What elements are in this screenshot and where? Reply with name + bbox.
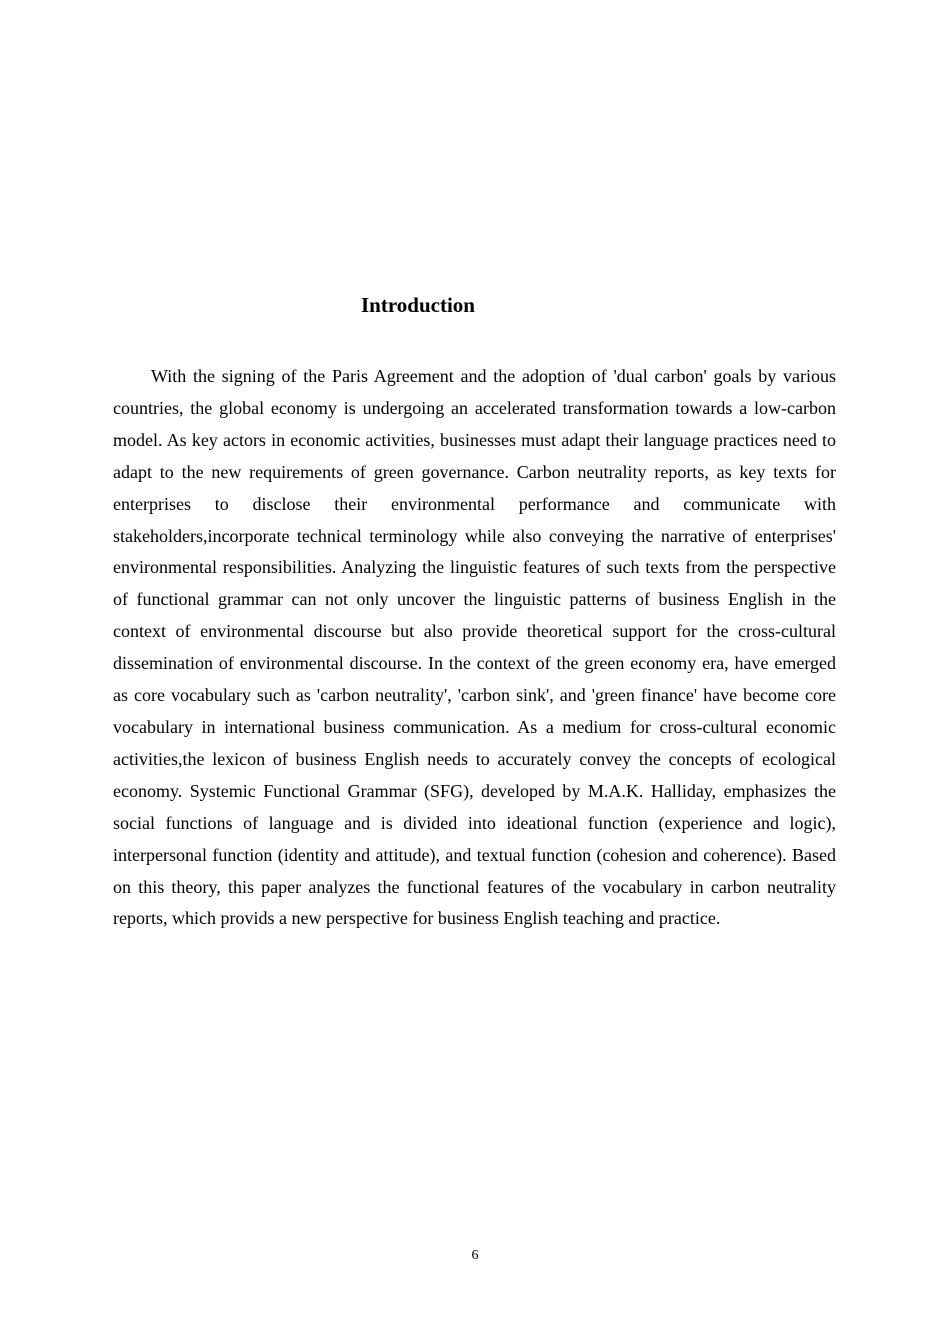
page-number: 6 (471, 1248, 479, 1263)
introduction-paragraph: With the signing of the Paris Agreement and the adoption of 'dual carbon' goals by various countries, the global economy is undergoing an accelerated transformation towards a low-carbon model. As key actors in economic activities, businesses must adapt their language practices need to adapt to the new requirements of green governance. Carbon neutrality reports, as key texts for enterprises to disclose their environmental performance and communicate with stakeholders,incorporate technical terminology while also conveying the narrative of enterprises' environmental responsibilities. Analyzing the linguistic features of such texts from the perspective of functional grammar can not only uncover the linguistic patterns of business English in the context of environmental discourse but also provide theoretical support for the cross-cultural dissemination of environmental discourse. In the context of the green economy era, have emerged as core vocabulary such as 'carbon neutrality', 'carbon sink', and 'green finance' have become core vocabulary in international business communication. As a medium for cross-cultural economic activities,the lexicon of business English needs to accurately convey the concepts of ecological economy. Systemic Functional Grammar (SFG), developed by M.A.K. Halliday, emphasizes the social functions of language and is divided into ideational function (experience and logic), interpersonal function (identity and attitude), and textual function (cohesion and coherence). Based on this theory, this paper analyzes the functional features of the vocabulary in carbon neutrality reports, which provids a new perspective for business English teaching and practice. (113, 366, 836, 929)
section-title: Introduction (361, 293, 475, 317)
